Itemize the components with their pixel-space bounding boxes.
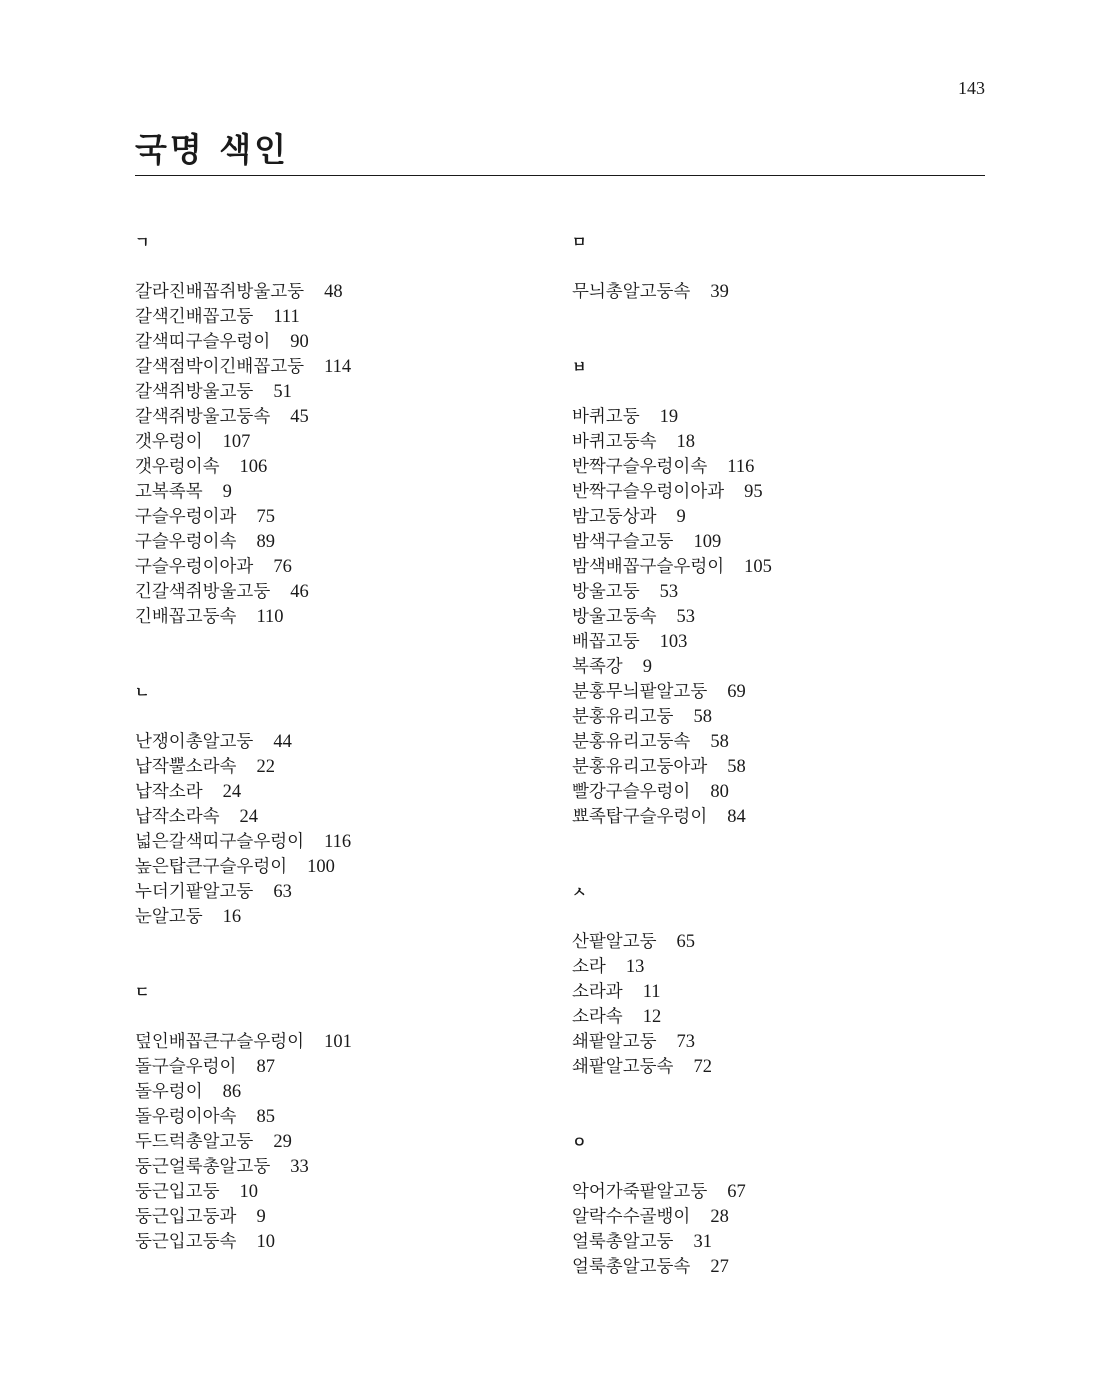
entry-name: 방울고둥속	[572, 607, 657, 627]
entry-name: 쇄팥알고둥	[572, 1032, 657, 1052]
index-entry	[135, 1205, 535, 1230]
entry-name: 돌우렁이아속	[135, 1107, 237, 1127]
entry-name: 갈색긴배꼽고둥	[135, 307, 254, 327]
index-entry	[135, 530, 535, 555]
page-title: 국명 색인	[135, 130, 290, 169]
entry-page-number: 9	[222, 482, 232, 502]
entry-name: 두드럭총알고둥	[135, 1132, 254, 1152]
index-entry	[135, 1080, 535, 1105]
entry-name: 쇄팥알고둥속	[572, 1057, 674, 1077]
entry-name: 갯우렁이	[135, 432, 203, 452]
index-entry	[135, 555, 535, 580]
index-section	[135, 230, 535, 630]
entry-page-number: 73	[676, 1032, 696, 1052]
section-letter: ㅂ	[572, 358, 587, 376]
entry-name: 덮인배꼽큰구슬우렁이	[135, 1032, 305, 1052]
index-entry	[572, 1255, 972, 1280]
index-section	[572, 230, 972, 305]
index-entry	[135, 605, 535, 630]
index-entry	[135, 355, 535, 380]
index-section	[572, 1130, 972, 1280]
entry-page-number: 90	[290, 332, 309, 352]
index-entry	[135, 1155, 535, 1180]
entry-name: 누더기팥알고둥	[135, 882, 254, 902]
index-entry	[135, 1030, 535, 1055]
entry-page-number: 105	[744, 557, 772, 577]
index-entry	[135, 755, 535, 780]
entry-name: 갈색점박이긴배꼽고둥	[135, 357, 305, 377]
index-entry	[572, 580, 972, 605]
index-entry	[135, 1230, 535, 1255]
section-letter: ㄴ	[135, 683, 150, 701]
entry-name: 구슬우렁이과	[135, 507, 237, 527]
entry-page-number: 24	[239, 807, 259, 827]
index-column-left	[135, 230, 535, 1305]
entry-name: 복족강	[572, 657, 623, 677]
index-entry	[572, 280, 972, 305]
index-entry	[572, 655, 972, 680]
entry-page-number: 44	[273, 732, 292, 752]
index-entry	[572, 680, 972, 705]
page-number: 143	[958, 78, 985, 98]
entry-page-number: 116	[727, 457, 755, 477]
entry-page-number: 22	[256, 757, 275, 777]
entry-page-number: 107	[222, 432, 251, 452]
section-letter: ㅁ	[572, 233, 587, 251]
entry-page-number: 16	[222, 907, 242, 927]
entry-name: 갯우렁이속	[135, 457, 220, 477]
entry-page-number: 33	[290, 1157, 309, 1177]
index-entry	[135, 1055, 535, 1080]
entry-page-number: 58	[693, 707, 712, 727]
entry-name: 분홍무늬팥알고둥	[572, 682, 708, 702]
entry-page-number: 53	[659, 582, 679, 602]
entry-name: 둥근입고둥	[135, 1182, 220, 1202]
index-entry	[135, 1130, 535, 1155]
index-entry	[572, 1030, 972, 1055]
entry-page-number: 80	[710, 782, 729, 802]
entry-name: 높은탑큰구슬우렁이	[135, 857, 288, 877]
entry-name: 분홍유리고둥	[572, 707, 674, 727]
entry-page-number: 69	[727, 682, 746, 702]
entry-page-number: 24	[222, 782, 242, 802]
entry-page-number: 111	[273, 307, 300, 327]
entry-name: 산팥알고둥	[572, 932, 657, 952]
index-entry	[135, 830, 535, 855]
entry-page-number: 114	[324, 357, 352, 377]
entry-page-number: 31	[693, 1232, 712, 1252]
entry-page-number: 89	[256, 532, 275, 552]
entry-page-number: 27	[710, 1257, 729, 1277]
index-entry	[572, 755, 972, 780]
entry-name: 분홍유리고둥속	[572, 732, 691, 752]
index-entry	[572, 480, 972, 505]
index-entry	[572, 1055, 972, 1080]
entry-name: 돌구슬우렁이	[135, 1057, 237, 1077]
entry-page-number: 18	[676, 432, 696, 452]
entry-page-number: 100	[307, 857, 335, 877]
index-entry	[572, 455, 972, 480]
entry-name: 둥근입고둥과	[135, 1207, 237, 1227]
index-entry	[135, 505, 535, 530]
entry-page-number: 85	[256, 1107, 275, 1127]
entry-name: 바퀴고둥속	[572, 432, 657, 452]
entry-name: 소라과	[572, 982, 623, 1002]
index-entry	[572, 730, 972, 755]
index-entry	[572, 705, 972, 730]
entry-name: 방울고둥	[572, 582, 640, 602]
entry-page-number: 46	[290, 582, 309, 602]
entry-page-number: 72	[693, 1057, 712, 1077]
index-entry	[135, 405, 535, 430]
entry-page-number: 53	[676, 607, 696, 627]
entry-name: 알락수수골뱅이	[572, 1207, 691, 1227]
index-entry	[572, 1205, 972, 1230]
entry-page-number: 110	[256, 607, 284, 627]
index-entry	[135, 805, 535, 830]
entry-page-number: 13	[625, 957, 645, 977]
index-entry	[135, 330, 535, 355]
entry-page-number: 48	[324, 282, 343, 302]
entry-name: 밤색구슬고둥	[572, 532, 674, 552]
entry-name: 빨강구슬우렁이	[572, 782, 691, 802]
entry-page-number: 51	[273, 382, 292, 402]
entry-name: 갈색띠구슬우렁이	[135, 332, 271, 352]
entry-name: 밤고둥상과	[572, 507, 657, 527]
entry-name: 얼룩총알고둥	[572, 1232, 674, 1252]
index-section	[572, 355, 972, 830]
index-entry	[135, 280, 535, 305]
entry-page-number: 12	[642, 1007, 662, 1027]
entry-name: 고복족목	[135, 482, 203, 502]
index-entry	[135, 730, 535, 755]
index-entry	[135, 480, 535, 505]
entry-name: 긴갈색쥐방울고둥	[135, 582, 271, 602]
entry-page-number: 87	[256, 1057, 275, 1077]
entry-page-number: 63	[273, 882, 292, 902]
index-entry	[572, 430, 972, 455]
entry-name: 돌우렁이	[135, 1082, 203, 1102]
entry-page-number: 58	[727, 757, 746, 777]
entry-page-number: 84	[727, 807, 746, 827]
entry-name: 밤색배꼽구슬우렁이	[572, 557, 725, 577]
index-entry	[135, 380, 535, 405]
entry-name: 구슬우렁이아과	[135, 557, 254, 577]
entry-page-number: 103	[659, 632, 688, 652]
index-entry	[135, 305, 535, 330]
section-letter: ㄷ	[135, 983, 150, 1001]
entry-page-number: 19	[659, 407, 679, 427]
entry-page-number: 109	[693, 532, 722, 552]
entry-name: 난쟁이총알고둥	[135, 732, 254, 752]
entry-page-number: 10	[239, 1182, 259, 1202]
entry-page-number: 9	[256, 1207, 266, 1227]
entry-page-number: 106	[239, 457, 268, 477]
entry-name: 둥근얼룩총알고둥	[135, 1157, 271, 1177]
index-entry	[135, 880, 535, 905]
section-letter: ㄱ	[135, 233, 150, 251]
entry-name: 납작뿔소라속	[135, 757, 237, 777]
index-entry	[572, 1005, 972, 1030]
entry-name: 분홍유리고둥아과	[572, 757, 708, 777]
title-rule	[135, 175, 985, 176]
entry-page-number: 29	[273, 1132, 292, 1152]
entry-name: 배꼽고둥	[572, 632, 640, 652]
index-column-right	[572, 230, 972, 1330]
index-entry	[135, 1105, 535, 1130]
entry-name: 얼룩총알고둥속	[572, 1257, 691, 1277]
entry-name: 갈색쥐방울고둥	[135, 382, 254, 402]
section-letter: ㅅ	[572, 883, 587, 901]
entry-name: 소라속	[572, 1007, 623, 1027]
entry-name: 갈라진배꼽쥐방울고둥	[135, 282, 305, 302]
index-entry	[572, 605, 972, 630]
index-entry	[135, 430, 535, 455]
entry-page-number: 101	[324, 1032, 352, 1052]
entry-name: 무늬총알고둥속	[572, 282, 691, 302]
entry-name: 긴배꼽고둥속	[135, 607, 237, 627]
index-entry	[572, 1180, 972, 1205]
entry-page-number: 65	[676, 932, 696, 952]
index-entry	[572, 955, 972, 980]
entry-name: 갈색쥐방울고둥속	[135, 407, 271, 427]
index-section	[572, 880, 972, 1080]
index-entry	[135, 780, 535, 805]
index-entry	[572, 930, 972, 955]
index-entry	[135, 1180, 535, 1205]
entry-name: 눈알고둥	[135, 907, 203, 927]
index-section	[135, 980, 535, 1255]
entry-name: 소라	[572, 957, 606, 977]
entry-page-number: 67	[727, 1182, 746, 1202]
entry-page-number: 39	[710, 282, 729, 302]
index-entry	[135, 455, 535, 480]
entry-page-number: 95	[744, 482, 763, 502]
entry-page-number: 11	[642, 982, 661, 1002]
entry-name: 둥근입고둥속	[135, 1232, 237, 1252]
index-section	[135, 680, 535, 930]
entry-page-number: 116	[324, 832, 352, 852]
section-letter: ㅇ	[572, 1133, 587, 1151]
entry-name: 넓은갈색띠구슬우렁이	[135, 832, 305, 852]
entry-page-number: 9	[676, 507, 686, 527]
index-entry	[572, 405, 972, 430]
entry-page-number: 28	[710, 1207, 729, 1227]
entry-page-number: 9	[642, 657, 652, 677]
index-entry	[572, 805, 972, 830]
entry-name: 뾰족탑구슬우렁이	[572, 807, 708, 827]
entry-page-number: 10	[256, 1232, 275, 1252]
index-entry	[572, 780, 972, 805]
index-entry	[135, 905, 535, 930]
entry-page-number: 45	[290, 407, 309, 427]
entry-page-number: 76	[273, 557, 292, 577]
index-entry	[572, 630, 972, 655]
entry-name: 반짝구슬우렁이아과	[572, 482, 725, 502]
index-entry	[135, 580, 535, 605]
entry-name: 납작소라	[135, 782, 203, 802]
entry-name: 반짝구슬우렁이속	[572, 457, 708, 477]
entry-name: 납작소라속	[135, 807, 220, 827]
index-entry	[572, 530, 972, 555]
index-entry	[135, 855, 535, 880]
entry-page-number: 86	[222, 1082, 242, 1102]
index-entry	[572, 505, 972, 530]
index-entry	[572, 555, 972, 580]
entry-name: 구슬우렁이속	[135, 532, 237, 552]
index-entry	[572, 980, 972, 1005]
entry-name: 바퀴고둥	[572, 407, 640, 427]
entry-page-number: 75	[256, 507, 275, 527]
entry-page-number: 58	[710, 732, 729, 752]
index-entry	[572, 1230, 972, 1255]
entry-name: 악어가죽팥알고둥	[572, 1182, 708, 1202]
